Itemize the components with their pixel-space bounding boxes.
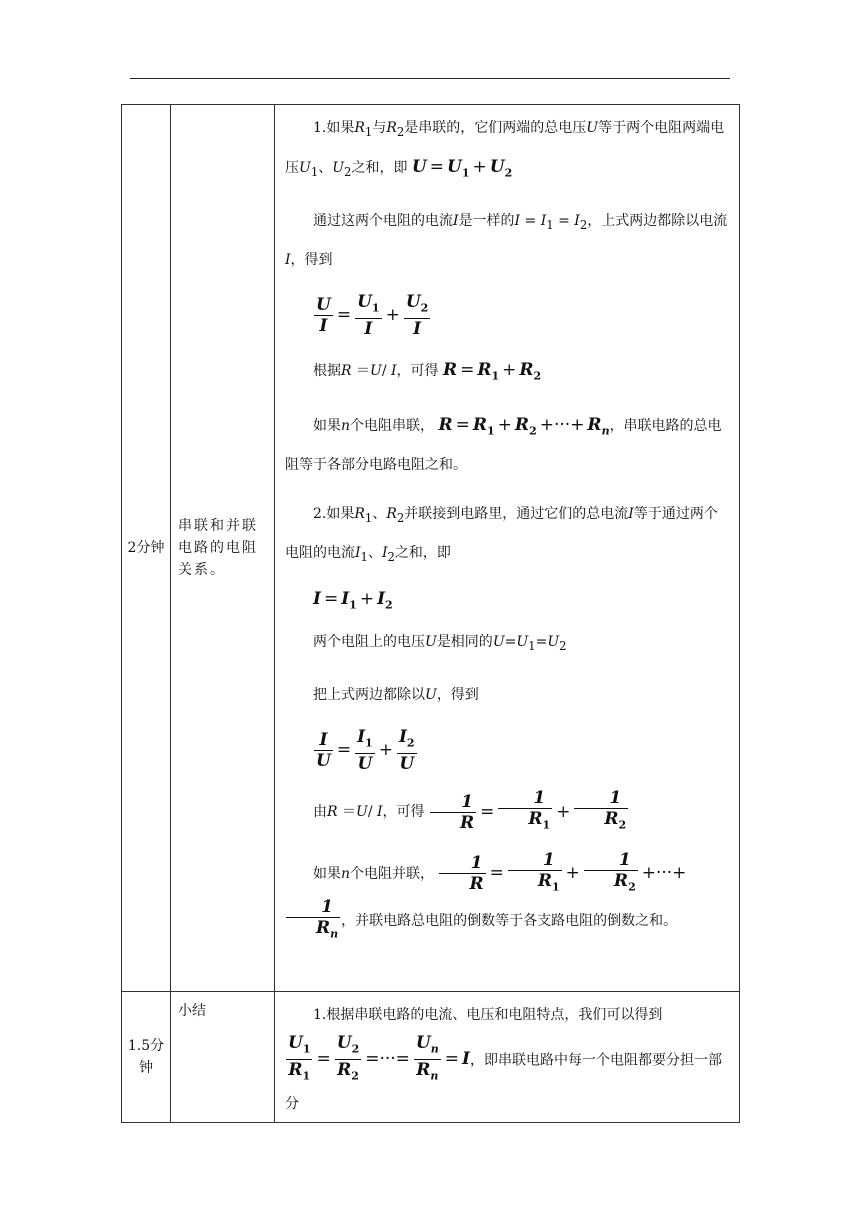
equation-series-voltage: $U = U_1 + U_2$	[411, 156, 513, 180]
time-cell	[122, 105, 171, 992]
paragraph-n-series: 如果n个电阻串联， $R = R_1 + R_2$ +···+ $R_n$，串联电路的总电阻等于各部分电路电阻之和。	[285, 414, 722, 474]
paragraph-parallel-voltage: 两个电阻上的电压U是相同的$U=U_1=U_2$	[313, 634, 567, 653]
header-rule	[130, 78, 730, 79]
paragraph-series-current: 通过这两个电阻的电流I是一样的$I = I_1 = I_2$，上式两边都除以电流I，得到	[285, 213, 728, 268]
equation-parallel-current: $I = I_1 + I_2$	[313, 588, 393, 612]
equation-divide-by-voltage: $\frac{I}{U}$ = $\frac{I_1}{U}$ + $\frac{I_2}{U}$	[316, 726, 415, 775]
table-row	[122, 105, 740, 992]
time-text: 2分钟	[127, 540, 165, 556]
paragraph-series-resistance: 根据R ＝U/ I，可得 $R = R_1 + R_2$	[313, 360, 542, 383]
time-cell	[122, 992, 171, 1123]
equation-parallel-resistance: $\frac{1}{R}$ = $\frac{1}{R_1}$ + $\frac{1}{R_2}$	[429, 802, 629, 822]
content-cell	[275, 992, 740, 1123]
content-cell	[275, 105, 740, 992]
time-text: 1.5分钟	[127, 1037, 165, 1076]
topic-cell	[171, 992, 275, 1123]
paragraph-parallel-current: 2.如果$R_1$、$R_2$并联接到电路里，通过它们的总电流I等于通过两个电阻的电流$I_1$、$I_2$之和，即	[285, 506, 718, 564]
topic-text: 串联和并联电路的电阻关系。	[178, 518, 258, 578]
paragraph-series-voltage: 1.如果$R_1$与$R_2$是串联的，它们两端的总电压U等于两个电阻两端电压$U_1$、$U_2$之和，即 $U = U_1 + U_2$	[285, 120, 725, 180]
topic-text: 小结	[178, 1003, 206, 1019]
equation-series-ratio: $\frac{U_1}{R_1}$ = $\frac{U_2}{R_2}$ =···= $\frac{U_n}{R_n}$ = I	[288, 1033, 470, 1083]
lesson-table	[121, 104, 740, 1123]
topic-cell	[171, 105, 275, 992]
equation-series-resistance: $R = R_1 + R_2$	[442, 360, 542, 383]
paragraph-divide-by-voltage: 把上式两边都除以U，得到	[313, 686, 479, 703]
paragraph-parallel-resistance: 由R ＝U/ I，可得 $\frac{1}{R}$ = $\frac{1}{R_1}$ + $\frac{1}{R_2}$	[285, 788, 730, 835]
table-row	[122, 992, 740, 1123]
equation-divide-by-current: $\frac{U}{I}$ = $\frac{U_1}{I}$ + $\frac{U_2}{I}$	[316, 291, 429, 340]
paragraph-n-parallel: 如果n个电阻并联， $\frac{1}{R}$ = $\frac{1}{R_1}$ + $\frac{1}{R_2}$ +···+ $\frac{1}{R_n}$ ，并联电路总电阻的倒数等于各支路电阻的倒数之和。	[285, 850, 730, 945]
paragraph-summary-equation: $\frac{U_1}{R_1}$ = $\frac{U_2}{R_2}$ =···= $\frac{U_n}{R_n}$ = I，即串联电路中每一个电阻都要分担一部分	[285, 1033, 722, 1112]
equation-n-series: $R = R_1 + R_2$ +···+ $R_n$	[438, 414, 610, 438]
paragraph-summary: 1.根据串联电路的电流、电压和电阻特点，我们可以得到	[313, 1007, 663, 1023]
equation-n-parallel: $\frac{1}{R}$ = $\frac{1}{R_1}$ + $\frac{1}{R_2}$ +···+ $\frac{1}{R_n}$	[285, 863, 689, 930]
